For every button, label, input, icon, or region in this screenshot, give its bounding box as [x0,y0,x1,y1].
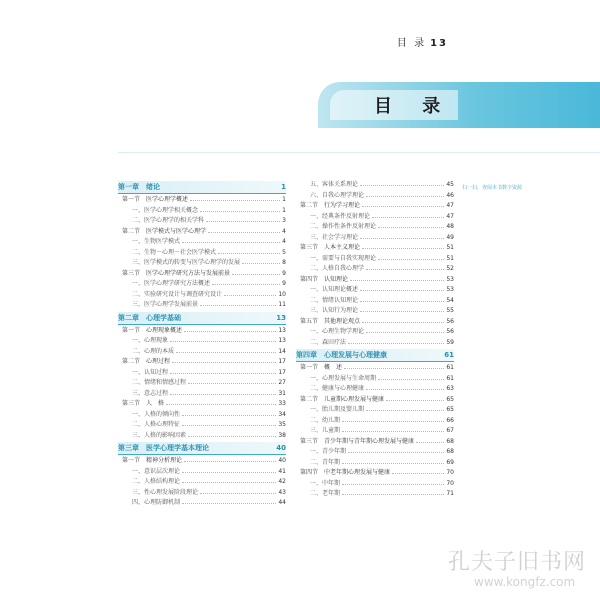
toc-entry-label: 二、幼儿期 [310,416,341,424]
toc-entry-page: 49 [446,233,454,241]
toc-entry-page: 1 [282,206,286,214]
watermark-text: 孔夫子旧书网 [448,550,587,575]
toc-entry-page: 56 [446,317,454,325]
toc-entry-page: 33 [278,400,286,407]
toc-entry-page: 45 [446,181,454,188]
toc-entry-page: 4 [282,238,286,245]
toc-chapter-row[interactable] [118,312,286,325]
dot-leader [176,352,276,353]
dot-leader [166,404,276,405]
toc-sub-row[interactable] [118,410,286,421]
toc-entry-label: 二、森田疗法 [310,338,347,346]
toc-sub-row[interactable] [118,378,286,389]
dot-leader [342,494,444,495]
toc-entry-page: 41 [278,467,286,475]
dot-leader [170,394,276,395]
toc-entry-label: 第三节 青少年期与青年期心理发展与健康 [300,437,415,445]
toc-sub-row[interactable] [118,368,286,379]
toc-entry-page: 63 [446,385,454,392]
toc-entry-page: 40 [276,444,286,452]
toc-sub-row[interactable] [296,479,454,490]
page-number: 13 [430,38,448,49]
toc-sub-row[interactable] [296,489,454,500]
toc-entry-label: 二、生物－心理－社会医学模式 [132,248,217,256]
toc-sub-row[interactable] [118,389,286,400]
toc-entry-label: 第三节 人本主义理论 [300,244,361,251]
toc-entry-label: 第二节 心理过程 [122,358,171,365]
toc-entry-label: 第一节 心理现象概述 [122,326,183,334]
running-header-label: 目 录 [396,38,427,49]
toc-entry-page: 35 [278,421,286,428]
dot-leader [170,341,276,342]
toc-entry-label: 三、认知行为理论 [310,307,359,314]
toc-sub-row[interactable] [296,374,454,385]
toc-entry-page: 46 [446,191,454,199]
toc-entry-label: 第四节 认知理论 [300,275,349,283]
toc-entry-label: 第二节 行为学习理论 [300,202,361,209]
qr-side-note: 扫一扫，查阅本书数字资源 [462,185,523,191]
dot-leader [378,259,444,260]
dot-leader [366,269,444,270]
toc-entry-label: 一、青少年期 [310,448,347,455]
toc-entry-label: 一、医学心理学相关概念 [132,206,199,214]
toc-entry-page: 71 [446,490,454,497]
toc-sub-row[interactable] [296,306,454,317]
toc-entry-page: 13 [278,337,286,344]
toc-entry-label: 第一节 概 述 [300,364,343,371]
toc-sub-row[interactable] [296,254,454,265]
toc-sub-row[interactable] [296,458,454,469]
dot-leader [212,284,280,285]
toc-entry-label: 第二章 心理学基础 [118,313,181,322]
toc-entry-page: 53 [446,286,454,293]
toc-entry-label: 二、青年期 [310,458,341,466]
toc-entry-page: 59 [446,338,454,346]
dot-leader [172,362,276,363]
dot-leader [182,482,276,483]
toc-entry-page: 10 [278,290,286,298]
toc-sub-row[interactable] [118,488,286,499]
toc-section-row[interactable] [296,395,454,406]
toc-entry-page: 47 [446,202,454,209]
dot-leader [416,442,444,443]
toc-chapter-row[interactable] [118,442,286,455]
dot-leader [182,242,280,243]
dot-leader [232,274,280,275]
toc-entry-label: 二、情绪认知理论 [310,296,359,304]
dot-leader [378,379,444,380]
toc-entry-label: 二、情绪和情感过程 [132,379,187,386]
dot-leader [200,493,276,494]
dot-leader [190,200,280,201]
toc-sub-row[interactable] [118,420,286,431]
dot-leader [360,185,444,186]
toc-sub-row[interactable] [118,336,286,347]
toc-entry-label: 一、医学心理学研究方法概述 [132,280,211,287]
toc-entry-label: 第三节 医学心理学研究方法与发展前景 [122,269,231,277]
toc-sub-row[interactable] [118,258,286,269]
toc-entry-page: 11 [278,301,286,308]
toc-entry-label: 四、心理防御机制 [132,499,181,506]
toc-sub-row[interactable] [296,405,454,416]
toc-entry-page: 13 [276,313,286,322]
toc-entry-label: 一、心理生物学理论 [310,328,365,335]
toc-section-row[interactable] [296,363,454,374]
toc-sub-row[interactable] [296,338,454,349]
toc-entry-page: 70 [446,469,454,476]
toc-entry-page: 68 [446,437,454,445]
toc-entry-page: 42 [278,478,286,485]
toc-section-row[interactable] [118,195,286,206]
toc-entry-label: 二、实验研究设计与调查研究设计 [132,290,223,298]
dot-leader [342,484,444,485]
page-title: 目 录 [374,96,453,117]
dot-leader [366,196,444,197]
dot-leader [188,383,276,384]
dot-leader [386,400,444,401]
toc-entry-page: 5 [282,248,286,256]
toc-sub-row[interactable] [296,384,454,395]
dot-leader [188,436,276,437]
dot-leader [218,253,280,254]
dot-leader [184,461,276,462]
toc-entry-label: 第三章 医学心理学基本理论 [118,444,209,452]
toc-section-row[interactable] [296,468,454,479]
toc-entry-page: 27 [278,379,286,386]
toc-entry-page: 34 [278,410,286,418]
toc-entry-page: 53 [446,275,454,283]
toc-entry-label: 二、操作性条件反射理论 [310,223,377,230]
toc-sub-row[interactable] [118,248,286,259]
toc-entry-page: 47 [446,212,454,220]
toc-entry-page: 9 [282,269,286,277]
toc-chapter-row[interactable] [118,181,286,194]
toc-sub-row[interactable] [296,191,454,202]
dot-leader [200,305,276,306]
dot-leader [362,248,444,249]
toc-entry-label: 二、心理的本质 [132,347,175,355]
toc-sub-row[interactable] [118,279,286,290]
toc-entry-page: 55 [446,307,454,314]
toc-entry-page: 1 [281,183,286,191]
toc-entry-label: 第五节 其他理论观点 [300,317,361,325]
toc-entry-page: 38 [278,431,286,439]
toc-sub-row[interactable] [118,467,286,478]
toc-entry-page: 40 [278,457,286,464]
toc-sub-row[interactable] [296,296,454,307]
toc-entry-label: 第二节 儿童期心理发展与健康 [300,395,385,403]
dot-leader [182,425,276,426]
toc-entry-page: 14 [278,347,286,355]
dot-leader [366,410,444,411]
toc-sub-row[interactable] [118,216,286,227]
toc-entry-label: 三、医学心理学发展前景 [132,301,199,308]
dot-leader [342,463,444,464]
toc-entry-page: 51 [446,244,454,251]
dot-leader [342,421,444,422]
dot-leader [170,373,276,374]
dot-leader [182,472,276,473]
dot-leader [224,295,276,296]
toc-entry-page: 54 [446,296,454,304]
toc-entry-page: 17 [278,368,286,376]
toc-right-column [296,180,454,500]
toc-sub-row[interactable] [296,222,454,233]
toc-entry-page: 8 [282,259,286,266]
toc-sub-row[interactable] [296,327,454,338]
toc-section-row[interactable] [118,269,286,280]
toc-entry-page: 68 [446,448,454,455]
toc-section-row[interactable] [296,201,454,212]
dot-leader [348,452,444,453]
toc-entry-page: 3 [282,217,286,224]
toc-entry-page: 65 [446,406,454,413]
toc-entry-label: 一、中年期 [310,479,341,487]
dot-leader [360,311,444,312]
toc-section-row[interactable] [118,399,286,410]
toc-entry-page: 61 [444,351,454,359]
dot-leader [348,343,444,344]
dot-leader [378,227,444,228]
dot-leader [184,331,276,332]
toc-entry-page: 44 [278,499,286,506]
toc-chapter-row[interactable] [296,349,454,362]
dot-leader [360,238,444,239]
toc-sub-row[interactable] [296,264,454,275]
toc-entry-label: 一、胎儿期及婴儿期 [310,406,365,413]
dot-leader [360,301,444,302]
dot-leader [200,211,280,212]
toc-sub-row[interactable] [296,212,454,223]
dot-leader [362,206,444,207]
toc-entry-label: 二、人格心理特征 [132,421,181,428]
toc-entry-page: 51 [446,254,454,262]
toc-entry-label: 二、人格自我心理学 [310,265,365,272]
toc-sub-row[interactable] [118,347,286,358]
toc-sub-row[interactable] [296,426,454,437]
toc-sub-row[interactable] [118,206,286,217]
toc-entry-label: 第一节 医学心理学概述 [122,196,189,203]
toc-entry-label: 二、医学心理学的相关学科 [132,217,205,224]
toc-entry-label: 一、人格的倾向性 [132,410,181,418]
toc-entry-label: 一、意识层次理论 [132,467,181,475]
toc-section-row[interactable] [118,227,286,238]
toc-entry-label: 第一章 绪论 [118,183,160,191]
toc-entry-label: 第二节 医学模式与医学心理学 [122,227,207,235]
toc-entry-page: 52 [446,265,454,272]
toc-sub-row[interactable] [296,447,454,458]
toc-entry-label: 一、经典条件反射理论 [310,212,371,220]
toc-entry-label: 第一节 精神分析理论 [122,457,183,464]
dot-leader [242,263,280,264]
toc-section-row[interactable] [118,357,286,368]
dot-leader [344,368,444,369]
toc-sub-row[interactable] [296,416,454,427]
toc-entry-label: 第四节 中老年期心理发展与健康 [300,469,391,476]
toc-entry-label: 三、医学模式的转变与医学心理学的发展 [132,259,241,266]
title-divider [118,152,600,153]
toc-section-row[interactable] [296,317,454,328]
toc-entry-page: 65 [446,395,454,403]
toc-entry-label: 三、性心理发展阶段理论 [132,488,199,496]
toc-entry-label: 五、客体关系理论 [310,181,359,188]
toc-entry-label: 第三节 人 格 [122,400,165,407]
toc-entry-page: 43 [278,488,286,496]
toc-entry-label: 一、生物医学模式 [132,238,181,245]
toc-entry-label: 二、健康与心理健康 [310,385,365,392]
toc-section-row[interactable] [296,437,454,448]
dot-leader [350,280,444,281]
toc-entry-label: 三、意志过程 [132,389,169,397]
dot-leader [182,415,276,416]
toc-entry-label: 一、认知理论概述 [310,286,359,293]
toc-section-row[interactable] [296,243,454,254]
toc-entry-page: 31 [278,389,286,397]
toc-entry-label: 一、需要与自我实现理论 [310,254,377,262]
toc-entry-page: 61 [446,374,454,382]
toc-entry-page: 66 [446,416,454,424]
dot-leader [362,322,444,323]
toc-section-row[interactable] [296,275,454,286]
dot-leader [182,503,276,504]
toc-entry-label: 三、社会学习理论 [310,233,359,241]
toc-entry-page: 9 [282,280,286,287]
toc-entry-page: 56 [446,328,454,335]
dot-leader [206,221,280,222]
toc-entry-page: 17 [278,358,286,365]
toc-sub-row[interactable] [118,237,286,248]
toc-entry-label: 一、心理现象 [132,337,169,344]
toc-entry-label: 六、自我心理学理论 [310,191,365,199]
toc-entry-label: 一、心理发展与生命周期 [310,374,377,382]
toc-left-column [118,180,286,509]
toc-sub-row[interactable] [296,233,454,244]
toc-entry-page: 61 [446,364,454,371]
toc-sub-row[interactable] [296,285,454,296]
toc-entry-page: 4 [282,227,286,235]
toc-entry-page: 13 [278,326,286,334]
toc-entry-page: 67 [446,427,454,434]
toc-section-row[interactable] [118,456,286,467]
running-header [397,34,448,49]
watermark-url: www.kongfz.com [474,575,576,589]
dot-leader [342,431,444,432]
dot-leader [392,473,444,474]
toc-sub-row[interactable] [118,477,286,488]
toc-entry-label: 三、儿童期 [310,427,341,434]
toc-entry-page: 69 [446,458,454,466]
toc-entry-page: 48 [446,223,454,230]
toc-sub-row[interactable] [118,498,286,509]
toc-entry-label: 第四章 心理发展与心理健康 [296,351,387,359]
dot-leader [360,290,444,291]
toc-sub-row[interactable] [118,300,286,311]
toc-entry-label: 二、老年期 [310,490,341,497]
toc-sub-row[interactable] [118,431,286,442]
toc-entry-label: 二、人格结构理论 [132,478,181,485]
toc-sub-row[interactable] [118,290,286,301]
dot-leader [366,389,444,390]
toc-entry-label: 三、人格的影响因素 [132,431,187,439]
toc-sub-row[interactable] [296,180,454,191]
dot-leader [208,232,280,233]
toc-entry-page: 70 [446,479,454,487]
toc-entry-page: 1 [282,196,286,203]
dot-leader [372,217,444,218]
toc-entry-label: 一、认知过程 [132,368,169,376]
dot-leader [366,332,444,333]
toc-section-row[interactable] [118,326,286,337]
